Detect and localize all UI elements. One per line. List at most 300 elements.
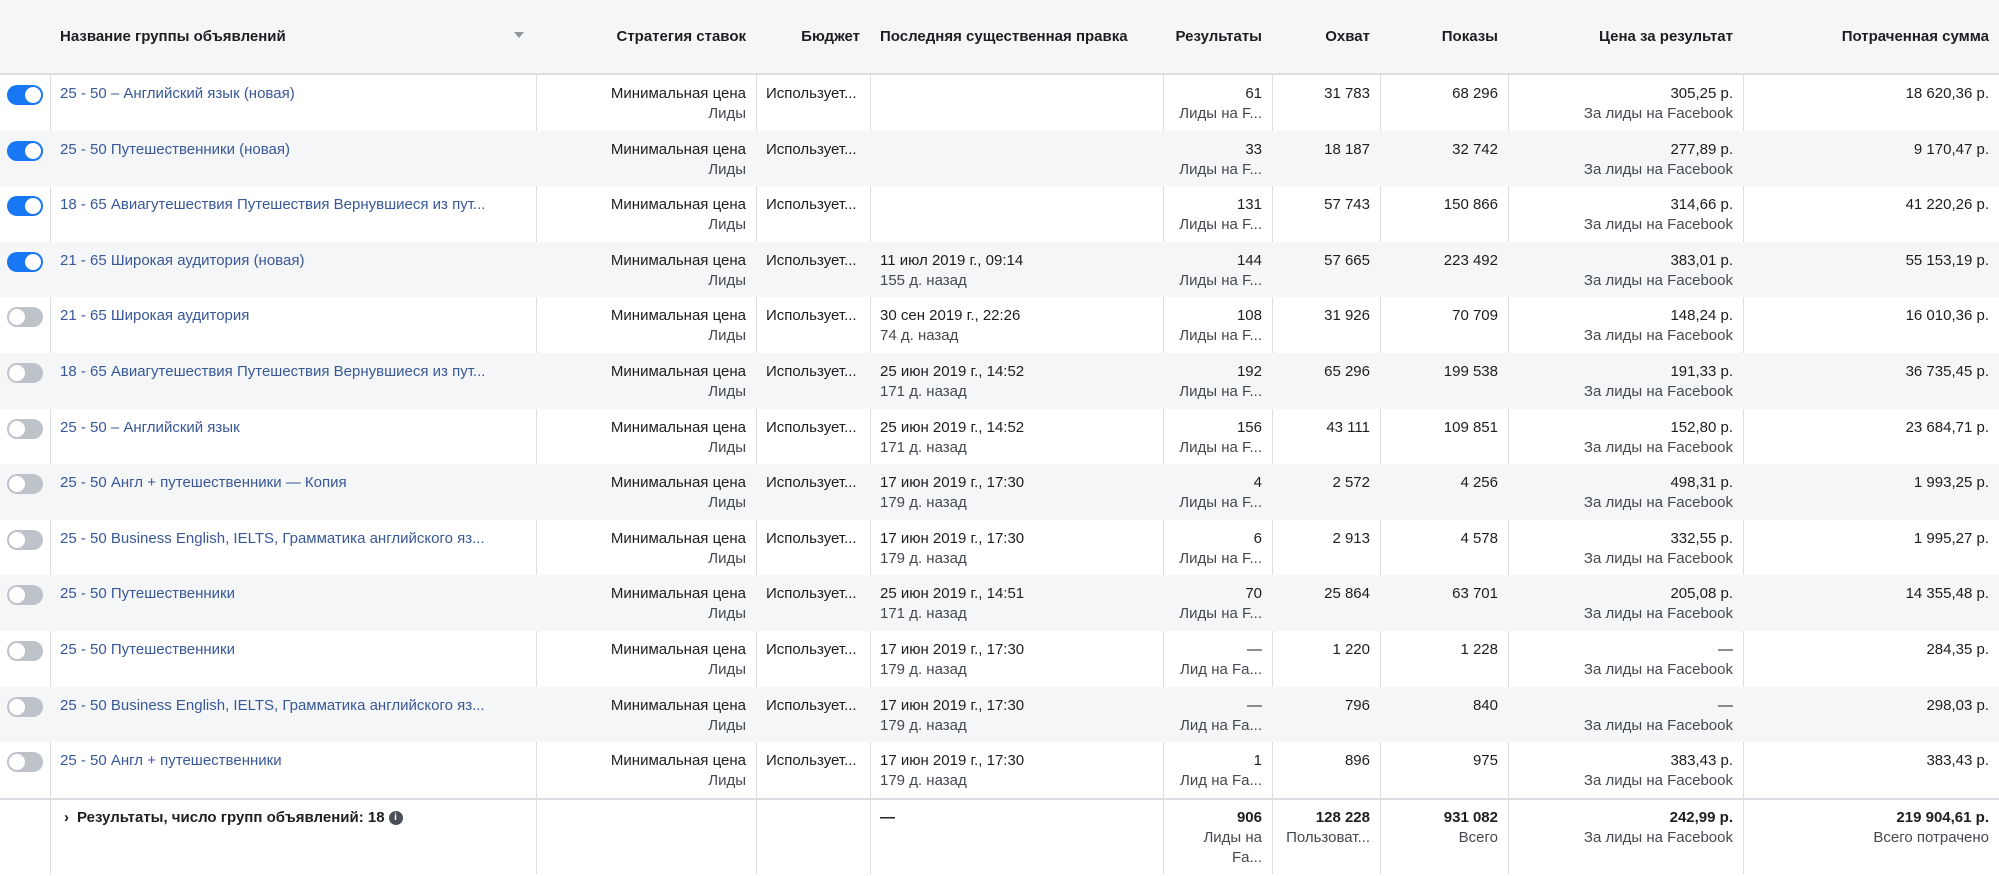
spent-value: 36 735,45 р. [1905,363,1989,380]
cost-value: 305,25 р. [1670,85,1733,102]
spent-cell [1743,131,1999,187]
table-row[interactable] [0,242,1999,298]
reach-cell [1272,687,1380,743]
chevron-right-icon[interactable]: › [64,809,69,826]
impressions-cell [1380,242,1508,298]
table-row[interactable] [0,742,1999,798]
ad-set-name-link[interactable]: 18 - 65 Авиагутешествия Путешествия Вернувшиеся из пут... [60,363,486,380]
cost-value: 148,24 р. [1670,307,1733,325]
spent-cell [1743,75,1999,131]
cost-sub: За лиды на Facebook [1583,160,1733,178]
budget-cell [756,631,870,687]
cost-value: — [1718,641,1733,658]
results-sub: Лиды на F... [1179,105,1262,122]
results-cell [1163,742,1272,798]
strategy-sub: Лиды [708,438,746,456]
ad-set-name-link[interactable]: 21 - 65 Широкая аудитория [60,307,250,325]
cost-sub: За лиды на Facebook [1583,383,1733,400]
column-header-impressions[interactable] [1380,0,1508,73]
edit-cell [870,631,1163,687]
results-value: 70 [1245,585,1262,603]
table-row[interactable] [0,409,1999,465]
edit-value: 17 июн 2019 г., 17:30 [880,474,1025,492]
cost-sub: За лиды на Facebook [1583,438,1733,456]
budget-cell [756,297,870,353]
impressions-value: 4 256 [1460,474,1498,492]
cost-value: — [1718,696,1733,714]
results-sub: Лиды на F... [1179,327,1262,345]
edit-cell [870,687,1163,743]
budget-value: Использует... [766,641,857,658]
budget-value: Использует... [766,307,857,325]
reach-cell [1272,242,1380,298]
results-value: 61 [1245,85,1262,102]
table-row[interactable] [0,186,1999,242]
results-cell [1163,353,1272,409]
impressions-cell [1380,575,1508,631]
spent-value: 298,03 р. [1926,696,1989,714]
summary-reach-sub: Пользоват... [1286,829,1370,846]
cost-sub: За лиды на Facebook [1583,661,1733,678]
status-toggle[interactable] [7,641,43,661]
impressions-value: 223 492 [1443,251,1498,269]
summary-impressions-sub: Всего [1458,829,1498,846]
edit-cell [870,242,1163,298]
summary-reach [1272,800,1380,876]
reach-value: 31 926 [1324,307,1370,325]
summary-label-text: Результаты, число групп объявлений: 18 [77,809,385,826]
edit-cell [870,75,1163,131]
budget-value: Использует... [766,85,857,102]
impressions-value: 32 742 [1452,140,1498,158]
impressions-value: 840 [1472,696,1498,714]
spent-value: 16 010,36 р. [1905,307,1989,325]
cost-cell [1508,297,1743,353]
summary-cost [1508,800,1743,876]
impressions-value: 68 296 [1452,85,1498,102]
spent-value: 1 995,27 р. [1913,529,1989,547]
results-cell [1163,687,1272,743]
impressions-cell [1380,353,1508,409]
summary-cost-sub: За лиды на Facebook [1583,829,1733,846]
status-toggle[interactable] [7,196,43,216]
strategy-value: Минимальная цена [610,85,746,102]
ad-set-name-cell [50,520,536,576]
budget-cell [756,131,870,187]
summary-label[interactable] [50,800,536,876]
cost-sub: За лиды на Facebook [1583,605,1733,623]
ad-set-name-cell [50,742,536,798]
budget-cell [756,575,870,631]
ad-set-name-link[interactable]: 25 - 50 Business English, IELTS, Грамматика английского яз... [60,529,485,547]
reach-value: 57 743 [1324,196,1370,214]
impressions-value: 150 866 [1443,196,1498,214]
toggle-knob [9,421,25,437]
strategy-cell [536,575,756,631]
ad-set-name-link[interactable]: 25 - 50 Англ + путешественники — Копия [60,474,347,492]
results-cell [1163,242,1272,298]
impressions-value: 70 709 [1452,307,1498,325]
status-toggle[interactable] [7,85,43,105]
toggle-knob [9,643,25,659]
budget-value: Использует... [766,418,857,436]
cost-cell [1508,186,1743,242]
cost-value: 383,01 р. [1670,251,1733,269]
ad-set-name-cell [50,297,536,353]
ad-set-name-cell [50,75,536,131]
cost-sub: За лиды на Facebook [1583,216,1733,234]
results-cell [1163,186,1272,242]
strategy-cell [536,631,756,687]
impressions-value: 975 [1472,752,1498,770]
results-value: 1 [1253,752,1262,770]
budget-value: Использует... [766,696,857,714]
column-header-last-edit-label: Последняя существенная правка [880,28,1128,45]
spent-value: 41 220,26 р. [1905,196,1989,214]
status-toggle[interactable] [7,752,43,772]
edit-sub: 179 д. назад [880,716,967,734]
cost-cell [1508,75,1743,131]
cost-value: 152,80 р. [1670,418,1733,436]
strategy-sub: Лиды [708,160,746,178]
ad-set-name-cell [50,409,536,465]
table-row[interactable] [0,687,1999,743]
ad-set-name-cell [50,353,536,409]
budget-cell [756,353,870,409]
column-header-results[interactable] [1163,0,1272,73]
spent-cell [1743,631,1999,687]
reach-cell [1272,520,1380,576]
ad-set-name-link[interactable]: 25 - 50 Путешественники (новая) [60,140,291,158]
impressions-cell [1380,297,1508,353]
budget-value: Использует... [766,474,857,492]
impressions-value: 4 578 [1460,529,1498,547]
budget-value: Использует... [766,363,857,380]
ad-set-name-link[interactable]: 25 - 50 Путешественники [60,641,235,658]
column-header-budget[interactable] [756,0,870,73]
edit-value: 17 июн 2019 г., 17:30 [880,696,1025,714]
results-sub: Лиды на F... [1179,383,1262,400]
cost-sub: За лиды на Facebook [1583,105,1733,122]
reach-cell [1272,742,1380,798]
column-header-cost[interactable] [1508,0,1743,73]
spent-cell [1743,520,1999,576]
reach-value: 57 665 [1324,251,1370,269]
column-header-results-label: Результаты [1175,28,1262,45]
info-icon[interactable]: i [389,811,403,825]
reach-value: 31 783 [1324,85,1370,102]
results-value: — [1247,696,1262,714]
results-value: 4 [1253,474,1262,492]
spent-cell [1743,464,1999,520]
spent-value: 284,35 р. [1926,641,1989,658]
ad-set-name-cell [50,186,536,242]
status-toggle[interactable] [7,697,43,717]
toggle-knob [9,532,25,548]
ad-set-name-link[interactable]: 25 - 50 – Английский язык (новая) [60,85,295,102]
results-value: 6 [1253,529,1262,547]
table-row[interactable] [0,131,1999,187]
reach-cell [1272,575,1380,631]
strategy-value: Минимальная цена [610,696,746,714]
edit-value: 30 сен 2019 г., 22:26 [880,307,1021,325]
cost-value: 191,33 р. [1670,363,1733,380]
sort-arrow-icon[interactable] [514,32,524,38]
summary-last-edit-value: — [880,809,895,826]
results-cell [1163,575,1272,631]
status-toggle[interactable] [7,141,43,161]
cost-sub: За лиды на Facebook [1583,549,1733,567]
summary-spent [1743,800,1999,876]
budget-value: Использует... [766,251,857,269]
column-header-name-label: Название группы объявлений [60,28,286,45]
edit-cell [870,409,1163,465]
edit-value: 25 июн 2019 г., 14:51 [880,585,1025,603]
strategy-value: Минимальная цена [610,641,746,658]
column-header-reach-label: Охват [1325,28,1370,45]
ad-set-name-cell [50,242,536,298]
status-toggle[interactable] [7,474,43,494]
toggle-knob [9,587,25,603]
status-toggle[interactable] [7,419,43,439]
edit-sub: 171 д. назад [880,383,967,400]
strategy-value: Минимальная цена [610,363,746,380]
budget-value: Использует... [766,585,857,603]
edit-sub: 155 д. назад [880,271,967,289]
ad-set-name-link[interactable]: 25 - 50 Business English, IELTS, Грамматика английского яз... [60,696,485,714]
impressions-cell [1380,520,1508,576]
edit-sub: 179 д. назад [880,772,967,790]
impressions-value: 63 701 [1452,585,1498,603]
cost-sub: За лиды на Facebook [1583,772,1733,790]
column-header-last-edit[interactable] [870,0,1163,73]
strategy-sub: Лиды [708,105,746,122]
strategy-value: Минимальная цена [610,418,746,436]
summary-results [1163,800,1272,876]
strategy-sub: Лиды [708,549,746,567]
column-header-spent[interactable] [1743,0,1999,73]
cost-cell [1508,353,1743,409]
strategy-cell [536,131,756,187]
spent-value: 383,43 р. [1926,752,1989,770]
results-cell [1163,409,1272,465]
spent-value: 14 355,48 р. [1905,585,1989,603]
summary-last-edit [870,800,1163,876]
results-value: 144 [1236,251,1262,269]
spent-value: 1 993,25 р. [1913,474,1989,492]
reach-cell [1272,186,1380,242]
strategy-sub: Лиды [708,216,746,234]
toggle-knob [25,254,41,270]
status-toggle[interactable] [7,363,43,383]
cost-cell [1508,520,1743,576]
impressions-cell [1380,75,1508,131]
ad-set-name-cell [50,631,536,687]
results-sub: Лиды на F... [1179,549,1262,567]
strategy-cell [536,186,756,242]
budget-cell [756,242,870,298]
column-header-cost-label: Цена за результат [1598,28,1733,45]
edit-sub: 179 д. назад [880,549,967,567]
spent-cell [1743,353,1999,409]
reach-value: 65 296 [1324,363,1370,380]
budget-cell [756,520,870,576]
ad-set-name-cell [50,575,536,631]
impressions-cell [1380,409,1508,465]
budget-value: Использует... [766,140,857,158]
edit-cell [870,464,1163,520]
strategy-cell [536,464,756,520]
edit-cell [870,297,1163,353]
spent-cell [1743,742,1999,798]
results-value: 192 [1236,363,1262,380]
strategy-value: Минимальная цена [610,196,746,214]
budget-cell [756,464,870,520]
budget-value: Использует... [766,752,857,770]
cost-value: 314,66 р. [1670,196,1733,214]
results-sub: Лид на Fa... [1180,772,1262,790]
strategy-value: Минимальная цена [610,140,746,158]
edit-value: 25 июн 2019 г., 14:52 [880,363,1025,380]
results-sub: Лиды на F... [1179,494,1262,512]
table-row[interactable] [0,75,1999,131]
edit-value: 11 июл 2019 г., 09:14 [880,251,1024,269]
status-toggle[interactable] [7,252,43,272]
impressions-cell [1380,131,1508,187]
reach-value: 796 [1344,696,1370,714]
edit-cell [870,520,1163,576]
reach-cell [1272,464,1380,520]
toggle-knob [25,87,41,103]
cost-cell [1508,131,1743,187]
table-row[interactable] [0,631,1999,687]
summary-spent-sub: Всего потрачено [1873,829,1989,846]
reach-value: 25 864 [1324,585,1370,603]
summary-impressions [1380,800,1508,876]
results-sub: Лид на Fa... [1180,716,1262,734]
summary-results-sub: Лиды на Fa... [1203,829,1262,866]
edit-value: 17 июн 2019 г., 17:30 [880,529,1025,547]
results-sub: Лиды на F... [1179,216,1262,234]
strategy-cell [536,297,756,353]
cost-value: 205,08 р. [1670,585,1733,603]
results-sub: Лиды на F... [1179,271,1262,289]
strategy-cell [536,687,756,743]
status-toggle[interactable] [7,307,43,327]
impressions-value: 199 538 [1443,363,1498,380]
column-header-strategy[interactable] [536,0,756,73]
strategy-cell [536,242,756,298]
reach-value: 1 220 [1332,641,1370,658]
results-value: 131 [1236,196,1262,214]
ad-set-name-link[interactable]: 25 - 50 Англ + путешественники [60,752,282,770]
strategy-sub: Лиды [708,383,746,400]
table-row[interactable] [0,297,1999,353]
impressions-value: 109 851 [1443,418,1498,436]
cost-value: 332,55 р. [1670,529,1733,547]
status-toggle[interactable] [7,530,43,550]
summary-results-value: 906 [1236,809,1262,826]
strategy-sub: Лиды [708,327,746,345]
column-header-budget-label: Бюджет [801,28,860,45]
ad-set-name-link[interactable]: 18 - 65 Авиагутешествия Путешествия Вернувшиеся из пут... [60,196,486,214]
spent-value: 18 620,36 р. [1905,85,1989,102]
column-header-spent-label: Потраченная сумма [1841,28,1989,45]
ad-set-name-cell [50,131,536,187]
spent-cell [1743,409,1999,465]
cost-cell [1508,687,1743,743]
ad-set-name-cell [50,464,536,520]
results-sub: Лиды на F... [1179,605,1262,623]
results-sub: Лид на Fa... [1180,661,1262,678]
ad-set-name-link[interactable]: 21 - 65 Широкая аудитория (новая) [60,251,305,269]
edit-cell [870,186,1163,242]
results-cell [1163,631,1272,687]
edit-cell [870,131,1163,187]
table-row[interactable] [0,575,1999,631]
reach-value: 896 [1344,752,1370,770]
edit-value: 17 июн 2019 г., 17:30 [880,641,1025,658]
strategy-value: Минимальная цена [610,474,746,492]
column-header-impressions-label: Показы [1441,28,1498,45]
cost-cell [1508,575,1743,631]
strategy-sub: Лиды [708,271,746,289]
summary-spent-value: 219 904,61 р. [1896,809,1989,826]
strategy-sub: Лиды [708,494,746,512]
spent-cell [1743,186,1999,242]
summary-impressions-value: 931 082 [1443,809,1498,826]
summary-reach-value: 128 228 [1315,809,1370,826]
spent-cell [1743,242,1999,298]
reach-cell [1272,75,1380,131]
toggle-knob [9,365,25,381]
cost-cell [1508,631,1743,687]
strategy-value: Минимальная цена [610,585,746,603]
results-value: 108 [1236,307,1262,325]
cost-sub: За лиды на Facebook [1583,327,1733,345]
ad-set-name-link[interactable]: 25 - 50 Путешественники [60,585,235,603]
table-row[interactable] [0,520,1999,576]
edit-sub: 171 д. назад [880,438,967,456]
column-header-reach[interactable] [1272,0,1380,73]
strategy-cell [536,353,756,409]
budget-cell [756,75,870,131]
cost-sub: За лиды на Facebook [1583,494,1733,512]
status-toggle[interactable] [7,585,43,605]
edit-cell [870,575,1163,631]
budget-value: Использует... [766,529,857,547]
results-cell [1163,464,1272,520]
strategy-cell [536,409,756,465]
edit-cell [870,353,1163,409]
impressions-cell [1380,631,1508,687]
impressions-cell [1380,742,1508,798]
cost-sub: За лиды на Facebook [1583,716,1733,734]
table-footer-summary [0,798,1999,876]
ad-set-name-link[interactable]: 25 - 50 – Английский язык [60,418,240,436]
results-value: 33 [1245,140,1262,158]
impressions-value: 1 228 [1460,641,1498,658]
table-row[interactable] [0,464,1999,520]
table-header [0,0,1999,75]
edit-sub: 171 д. назад [880,605,967,623]
column-header-name[interactable] [50,0,536,73]
table-row[interactable] [0,353,1999,409]
strategy-value: Минимальная цена [610,752,746,770]
results-cell [1163,131,1272,187]
results-sub: Лиды на F... [1179,438,1262,456]
edit-value: 25 июн 2019 г., 14:52 [880,418,1025,436]
